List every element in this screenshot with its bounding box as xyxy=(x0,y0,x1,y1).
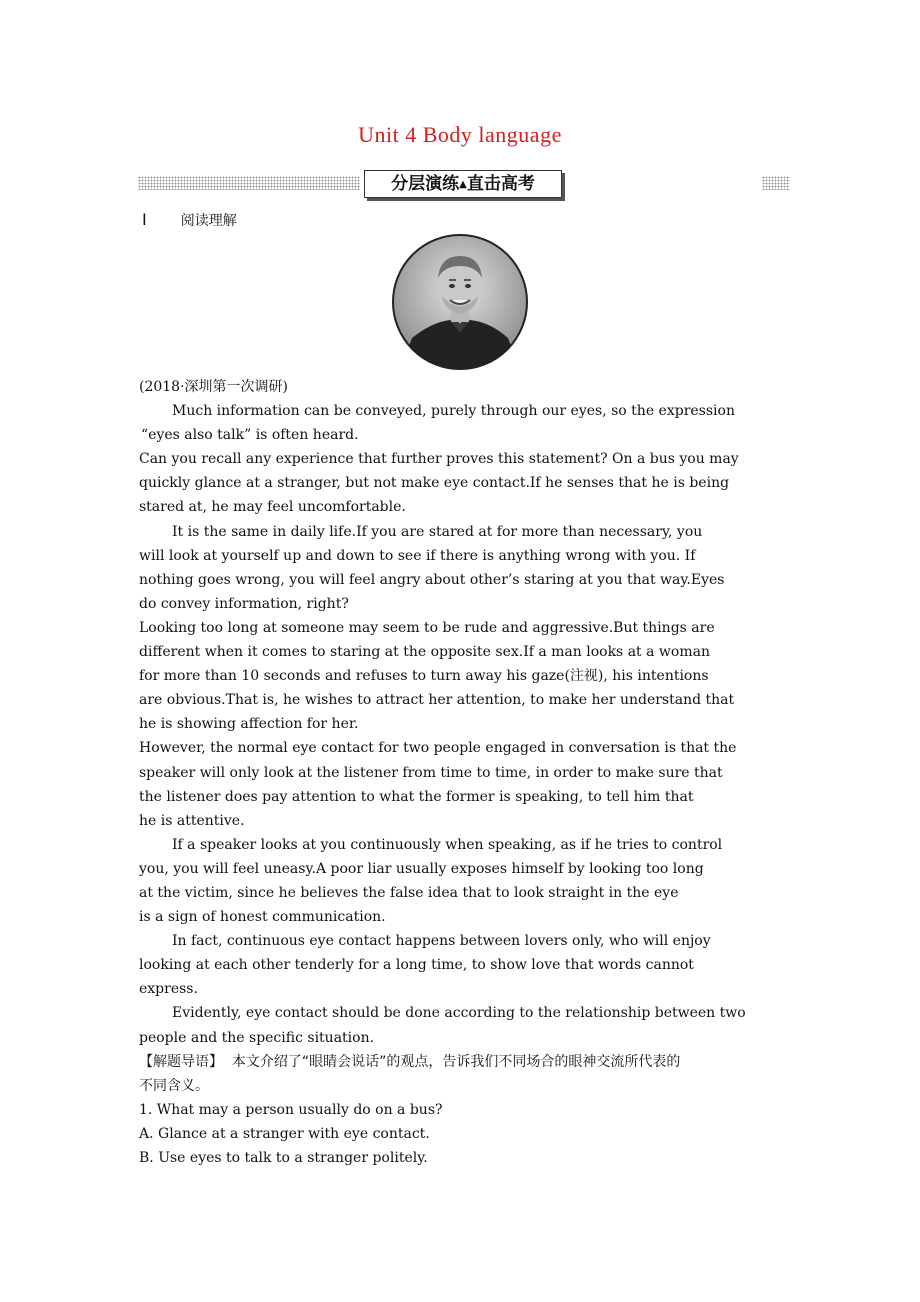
passage-line: at the victim, since he believes the false idea that to look straight in the eye xyxy=(139,884,679,901)
banner-label-right: 直击高考 xyxy=(466,174,535,194)
section-heading xyxy=(142,210,237,230)
passage-line: do convey information, right? xyxy=(139,595,349,612)
passage-line: is a sign of honest communication. xyxy=(139,909,386,926)
passage-line: nothing goes wrong, you will feel angry about other’s staring at you that way.Eyes xyxy=(139,571,725,588)
banner-dots-right xyxy=(762,176,790,190)
banner-dots-left xyxy=(138,176,360,190)
passage-line: If a speaker looks at you continuously when speaking, as if he tries to control xyxy=(172,836,723,853)
passage-line: people and the specific situation. xyxy=(139,1029,375,1046)
guide-text: 本文介绍了“眼睛会说话”的观点，告诉我们不同场合的眼神交流所代表的 xyxy=(223,1053,681,1070)
passage-line: express. xyxy=(139,981,198,998)
question-stem: 1. What may a person usually do on a bus? xyxy=(139,1101,443,1118)
passage-line: quickly glance at a stranger, but not make eye contact.If he senses that he is being xyxy=(139,475,730,492)
passage-line: he is showing affection for her. xyxy=(139,716,359,733)
section-label: 阅读理解 xyxy=(180,213,237,229)
passage-line: looking at each other tenderly for a long time, to show love that words cannot xyxy=(139,957,694,974)
passage-line: for more than 10 seconds and refuses to turn away his gaze(注视), his intentions xyxy=(139,668,709,685)
passage-line: are obvious.That is, he wishes to attract her attention, to make her understand that xyxy=(139,692,735,709)
passage-line: he is attentive. xyxy=(139,812,245,829)
passage-line: stared at, he may feel uncomfortable. xyxy=(139,499,406,516)
source-line: (2018·深圳第一次调研) xyxy=(139,379,289,395)
section-number: Ⅰ xyxy=(142,212,147,229)
passage-line: the listener does pay attention to what the former is speaking, to tell him that xyxy=(139,788,694,805)
reading-passage xyxy=(139,375,829,1170)
passage-line: Much information can be conveyed, purely through our eyes, so the expression xyxy=(172,403,735,420)
passage-line: Looking too long at someone may seem to be rude and aggressive.But things are xyxy=(139,619,715,636)
passage-line: you, you will feel uneasy.A poor liar usually exposes himself by looking too long xyxy=(139,860,704,877)
guide-tag: 【解题导语】 xyxy=(139,1053,223,1070)
passage-line: speaker will only look at the listener from time to time, in order to make sure that xyxy=(139,764,723,781)
passage-line: different when it comes to staring at the opposite sex.If a man looks at a woman xyxy=(139,644,710,661)
question-option: B. Use eyes to talk to a stranger politely. xyxy=(139,1150,428,1166)
guide-line xyxy=(139,1050,829,1074)
man-portrait-icon xyxy=(392,234,528,370)
passage-line: “eyes also talk” is often heard. xyxy=(141,427,359,444)
passage-line: It is the same in daily life.If you are stared at for more than necessary, you xyxy=(172,523,703,540)
passage-line: However, the normal eye contact for two people engaged in conversation is that the xyxy=(139,740,737,757)
banner-label-left: 分层演练 xyxy=(391,174,460,194)
document-title: Unit 4 Body language xyxy=(358,122,562,147)
banner-label xyxy=(364,170,562,198)
passage-line: will look at yourself up and down to see if there is anything wrong with you. If xyxy=(139,547,696,564)
passage-line: In fact, continuous eye contact happens between lovers only, who will enjoy xyxy=(172,933,711,950)
passage-line: Can you recall any experience that further proves this statement? On a bus you may xyxy=(139,451,739,468)
banner-separator-icon: ▲ xyxy=(459,179,467,190)
section-banner xyxy=(138,170,790,200)
question-option: A. Glance at a stranger with eye contact. xyxy=(139,1125,430,1142)
guide-line: 不同含义。 xyxy=(139,1077,209,1094)
passage-line: Evidently, eye contact should be done according to the relationship between two xyxy=(172,1005,746,1022)
